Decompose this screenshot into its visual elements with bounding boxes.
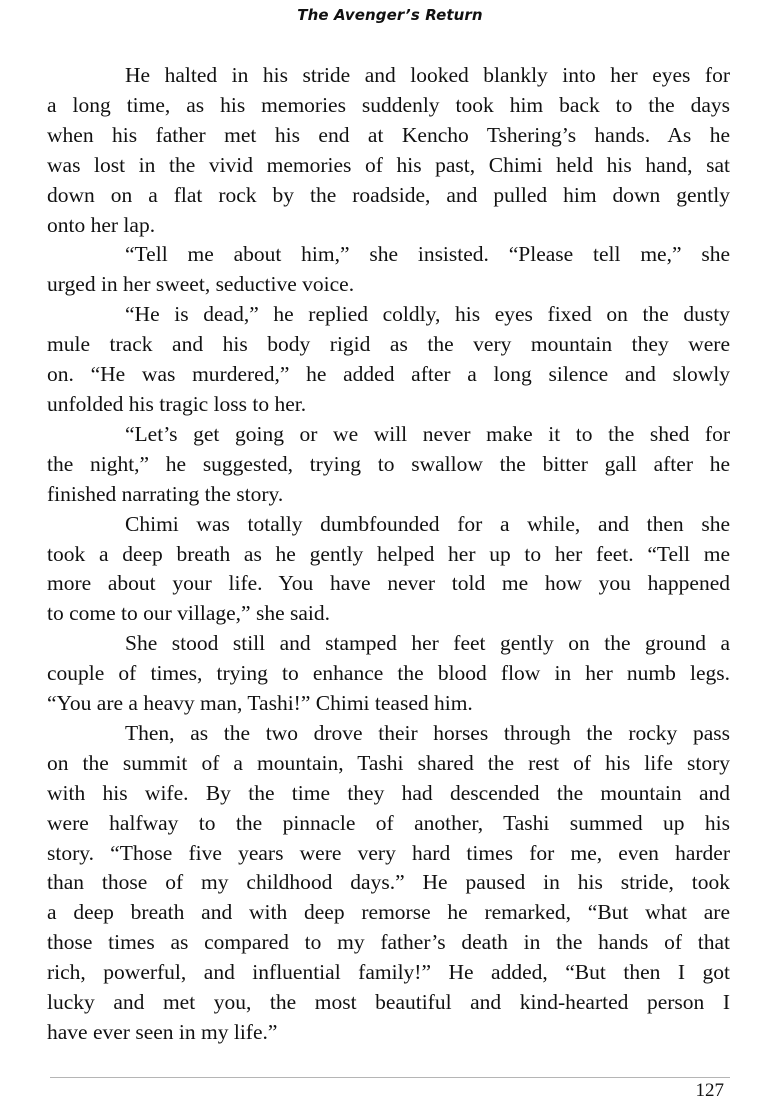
text-line: mule track and his body rigid as the very mountain they were [47, 332, 730, 357]
text-line: “He is dead,” he replied coldly, his eyes fixed on the dusty [125, 302, 730, 327]
paragraph [47, 719, 730, 1048]
text-line: She stood still and stamped her feet gently on the ground a [125, 631, 730, 656]
paragraph [47, 420, 730, 510]
text-line: lucky and met you, the most beautiful and kind-hearted person I [47, 990, 730, 1015]
paragraph [47, 61, 730, 240]
text-line: urged in her sweet, seductive voice. [47, 272, 355, 297]
text-line: unfolded his tragic loss to her. [47, 391, 307, 416]
page-number: 127 [695, 1080, 724, 1101]
text-line: more about your life. You have never told me how you happened [47, 571, 730, 596]
text-line: “Tell me about him,” she insisted. “Please tell me,” she [125, 242, 730, 267]
text-line: on the summit of a mountain, Tashi shared the rest of his life story [47, 750, 730, 775]
text-line: onto her lap. [47, 212, 156, 237]
text-line: Then, as the two drove their horses through the rocky pass [125, 720, 730, 745]
text-line: when his father met his end at Kencho Tshering’s hands. As he [47, 122, 730, 147]
text-line: “Let’s get going or we will never make it to the shed for [125, 421, 730, 446]
text-line: finished narrating the story. [47, 481, 284, 506]
text-line: the night,” he suggested, trying to swallow the bitter gall after he [47, 451, 730, 476]
text-line: couple of times, trying to enhance the blood flow in her numb legs. [47, 661, 730, 686]
text-line: a deep breath and with deep remorse he remarked, “But what are [47, 900, 730, 925]
footer-rule [50, 1077, 730, 1078]
text-line: rich, powerful, and influential family!” He added, “But then I got [47, 960, 730, 985]
paragraph [47, 510, 730, 630]
running-header-title: The Avenger’s Return [297, 6, 483, 24]
text-line: than those of my childhood days.” He paused in his stride, took [47, 870, 730, 895]
text-line: those times as compared to my father’s death in the hands of that [47, 930, 730, 955]
text-line: with his wife. By the time they had descended the mountain and [47, 780, 730, 805]
text-line: to come to our village,” she said. [47, 601, 331, 626]
text-line: have ever seen in my life.” [47, 1020, 278, 1044]
paragraph [47, 240, 730, 300]
text-line: took a deep breath as he gently helped her up to her feet. “Tell me [47, 541, 730, 566]
text-line: a long time, as his memories suddenly took him back to the days [47, 92, 730, 117]
paragraph [47, 300, 730, 420]
text-line: was lost in the vivid memories of his past, Chimi held his hand, sat [47, 152, 730, 177]
body-text [47, 61, 730, 1048]
text-line: Chimi was totally dumbfounded for a while, and then she [125, 511, 730, 536]
text-line: story. “Those five years were very hard times for me, even harder [47, 840, 730, 865]
text-line: He halted in his stride and looked blankly into her eyes for [125, 63, 730, 87]
text-line: “You are a heavy man, Tashi!” Chimi teased him. [47, 691, 473, 716]
text-line: down on a flat rock by the roadside, and pulled him down gently [47, 182, 730, 207]
text-line: were halfway to the pinnacle of another, Tashi summed up his [47, 810, 730, 835]
text-line: on. “He was murdered,” he added after a long silence and slowly [47, 362, 730, 387]
paragraph [47, 629, 730, 719]
